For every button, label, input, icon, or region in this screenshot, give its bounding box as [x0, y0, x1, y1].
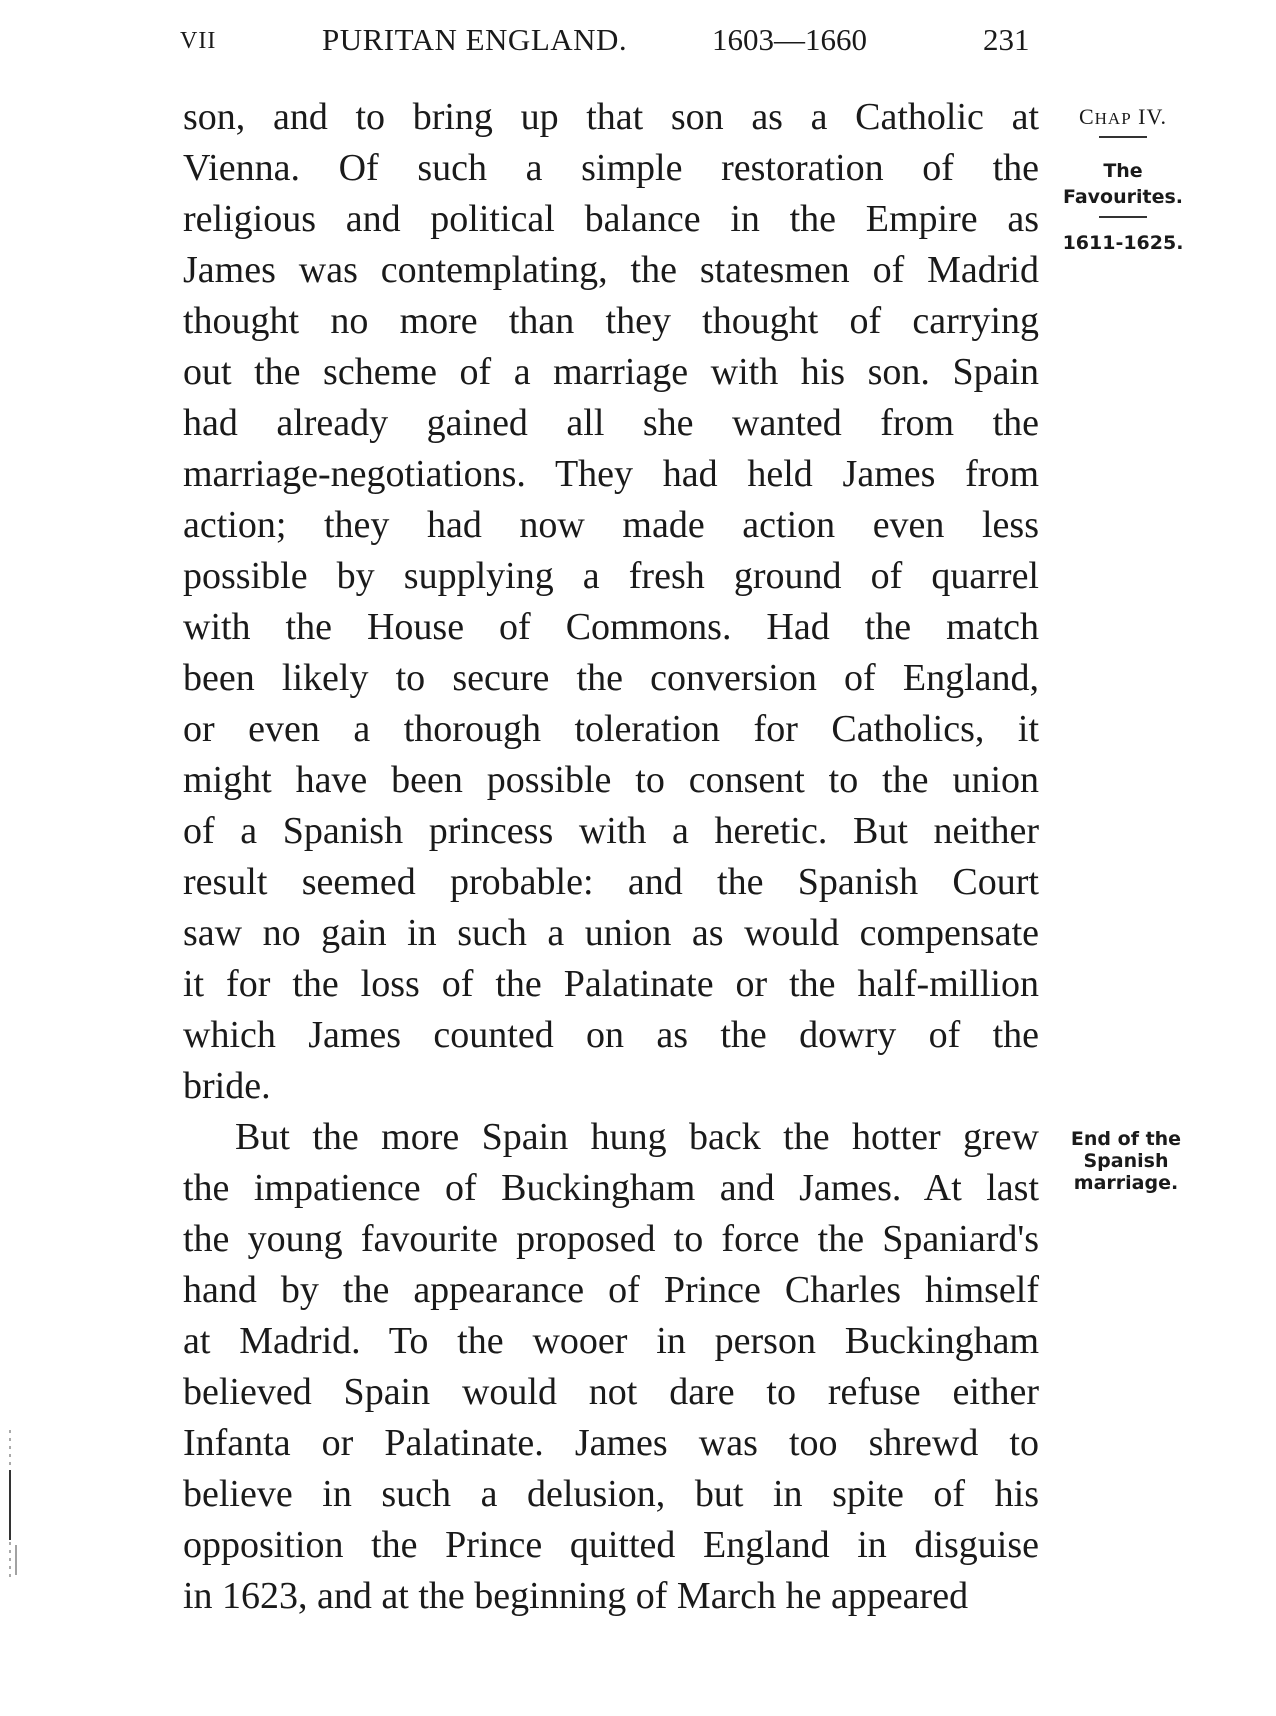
text-line: saw no gain in such a union as would compensate — [183, 912, 1039, 954]
running-head-dates: 1603—1660 — [712, 22, 867, 57]
text-line: bride. — [183, 1065, 271, 1107]
text-line: in 1623, and at the beginning of March he appeared — [183, 1575, 969, 1617]
body-text — [183, 92, 1039, 1622]
text-line: had already gained all she wanted from the — [183, 402, 1039, 444]
page-number: 231 — [983, 22, 1030, 57]
paragraph-1 — [183, 92, 1039, 1112]
text-line: marriage-negotiations. They had held James from — [183, 453, 1039, 495]
text-line: at Madrid. To the wooer in person Buckingham — [183, 1320, 1039, 1362]
text-line: might have been possible to consent to the union — [183, 759, 1039, 801]
text-line: been likely to secure the conversion of England, — [183, 657, 1039, 699]
text-line: believed Spain would not dare to refuse either — [183, 1371, 1039, 1413]
sidenote-end-of-marriage — [1058, 1128, 1194, 1194]
text-line: But the more Spain hung back the hotter grew — [235, 1116, 1039, 1158]
sidenote-chapter-number: IV. — [1138, 104, 1168, 129]
text-line: action; they had now made action even less — [183, 504, 1039, 546]
sidenote-end-line3: marriage. — [1073, 1172, 1179, 1194]
sidenote-chapter — [1058, 104, 1188, 142]
text-line: believe in such a delusion, but in spite of his — [183, 1473, 1039, 1515]
sidenote-years: 1611-1625. — [1062, 232, 1184, 254]
running-head — [0, 22, 1276, 62]
running-head-title: PURITAN ENGLAND. — [322, 22, 628, 57]
text-line: son, and to bring up that son as a Catholic at — [183, 96, 1039, 138]
text-line: James was contemplating, the statesmen of Madrid — [183, 249, 1039, 291]
sidenote-chapter-initial: C — [1078, 104, 1095, 129]
text-line: thought no more than they thought of carrying — [183, 300, 1039, 342]
binding-mark — [6, 1430, 20, 1580]
text-line: result seemed probable: and the Spanish Court — [183, 861, 1039, 903]
text-line: of a Spanish princess with a heretic. But neither — [183, 810, 1039, 852]
text-line: Infanta or Palatinate. James was too shrewd to — [183, 1422, 1039, 1464]
text-line: hand by the appearance of Prince Charles himself — [183, 1269, 1039, 1311]
sidenote-topic — [1038, 158, 1208, 222]
text-line: it for the loss of the Palatinate or the half-million — [183, 963, 1039, 1005]
text-line: religious and political balance in the Empire as — [183, 198, 1039, 240]
text-line: with the House of Commons. Had the match — [183, 606, 1039, 648]
text-line: the impatience of Buckingham and James. At last — [183, 1167, 1039, 1209]
sidenote-rule — [1099, 216, 1147, 218]
text-line: which James counted on as the dowry of the — [183, 1014, 1039, 1056]
text-line: the young favourite proposed to force the Spaniard's — [183, 1218, 1039, 1260]
paragraph-2 — [183, 1112, 1039, 1622]
sidenote-topic-line1: The — [1103, 160, 1143, 182]
text-line: or even a thorough toleration for Catholics, it — [183, 708, 1039, 750]
sidenote-rule — [1099, 136, 1147, 138]
sidenote-topic-line2: Favourites. — [1062, 186, 1184, 208]
sidenote-end-line2: Spanish — [1083, 1150, 1169, 1172]
text-line: possible by supplying a fresh ground of quarrel — [183, 555, 1039, 597]
sidenote-chapter-smallcaps: HAP — [1094, 109, 1132, 128]
text-line: opposition the Prince quitted England in disguise — [183, 1524, 1039, 1566]
text-line: Vienna. Of such a simple restoration of the — [183, 147, 1039, 189]
text-line: out the scheme of a marriage with his son. Spain — [183, 351, 1039, 393]
sidenote-end-line1: End of the — [1070, 1128, 1182, 1150]
running-head-part: VII — [180, 28, 217, 54]
